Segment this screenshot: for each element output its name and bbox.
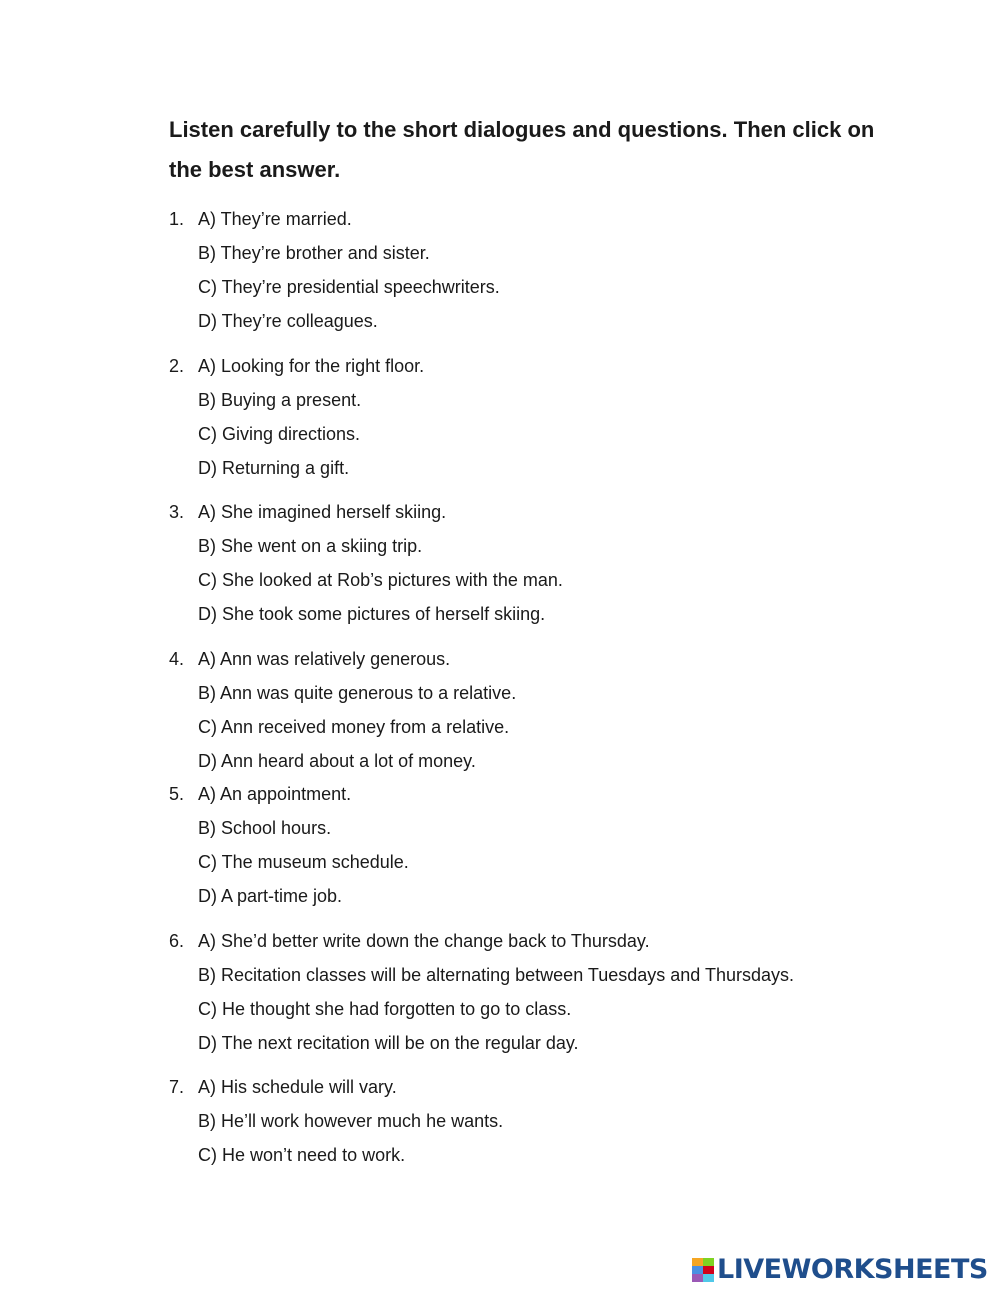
answer-option-a[interactable]: A) His schedule will vary. xyxy=(198,1077,397,1097)
question-number: 7. xyxy=(169,1077,185,1097)
question-number: 2. xyxy=(169,356,185,376)
answer-options xyxy=(198,349,918,485)
answer-option-d[interactable]: D) They’re colleagues. xyxy=(198,311,378,331)
answer-option-c[interactable]: C) He won’t need to work. xyxy=(198,1145,406,1165)
answer-options xyxy=(198,1070,918,1172)
answer-options xyxy=(198,495,918,631)
answer-option-a[interactable]: A) Looking for the right floor. xyxy=(198,356,425,376)
liveworksheets-logo xyxy=(692,1255,988,1285)
instructions-heading: Listen carefully to the short dialogues and questions. Then click on the best answer. xyxy=(169,117,875,182)
answer-option-b[interactable]: B) Ann was quite generous to a relative. xyxy=(198,683,517,703)
answer-option-b[interactable]: B) Recitation classes will be alternating between Tuesdays and Thursdays. xyxy=(198,965,794,985)
answer-options xyxy=(198,642,918,778)
answer-options xyxy=(198,777,918,913)
answer-option-a[interactable]: A) They’re married. xyxy=(198,209,352,229)
answer-option-c[interactable]: C) They’re presidential speechwriters. xyxy=(198,277,500,297)
answer-option-b[interactable]: B) He’ll work however much he wants. xyxy=(198,1111,504,1131)
answer-option-d[interactable]: D) The next recitation will be on the regular day. xyxy=(198,1033,579,1053)
question-number: 6. xyxy=(169,931,185,951)
answer-option-b[interactable]: B) They’re brother and sister. xyxy=(198,243,430,263)
answer-option-c[interactable]: C) Giving directions. xyxy=(198,424,361,444)
answer-option-b[interactable]: B) She went on a skiing trip. xyxy=(198,536,423,556)
liveworksheets-logo-icon xyxy=(692,1258,714,1282)
answer-option-d[interactable]: D) Ann heard about a lot of money. xyxy=(198,751,476,771)
answer-options xyxy=(198,924,918,1060)
question-number: 1. xyxy=(169,209,185,229)
question-number: 5. xyxy=(169,784,185,804)
answer-option-c[interactable]: C) Ann received money from a relative. xyxy=(198,717,510,737)
answer-option-c[interactable]: C) The museum schedule. xyxy=(198,852,409,872)
logo-wordmark: LIVEWORKSHEETS xyxy=(717,1254,988,1285)
answer-options xyxy=(198,202,918,338)
answer-option-a[interactable]: A) She’d better write down the change back to Thursday. xyxy=(198,931,650,951)
answer-option-c[interactable]: C) He thought she had forgotten to go to class. xyxy=(198,999,572,1019)
answer-option-b[interactable]: B) School hours. xyxy=(198,818,332,838)
answer-option-b[interactable]: B) Buying a present. xyxy=(198,390,362,410)
answer-option-d[interactable]: D) Returning a gift. xyxy=(198,458,350,478)
answer-option-d[interactable]: D) A part-time job. xyxy=(198,886,343,906)
answer-option-a[interactable]: A) Ann was relatively generous. xyxy=(198,649,451,669)
answer-option-a[interactable]: A) She imagined herself skiing. xyxy=(198,502,447,522)
answer-option-d[interactable]: D) She took some pictures of herself skiing. xyxy=(198,604,546,624)
question-number: 3. xyxy=(169,502,185,522)
answer-option-a[interactable]: A) An appointment. xyxy=(198,784,352,804)
question-number: 4. xyxy=(169,649,185,669)
answer-option-c[interactable]: C) She looked at Rob’s pictures with the man. xyxy=(198,570,563,590)
